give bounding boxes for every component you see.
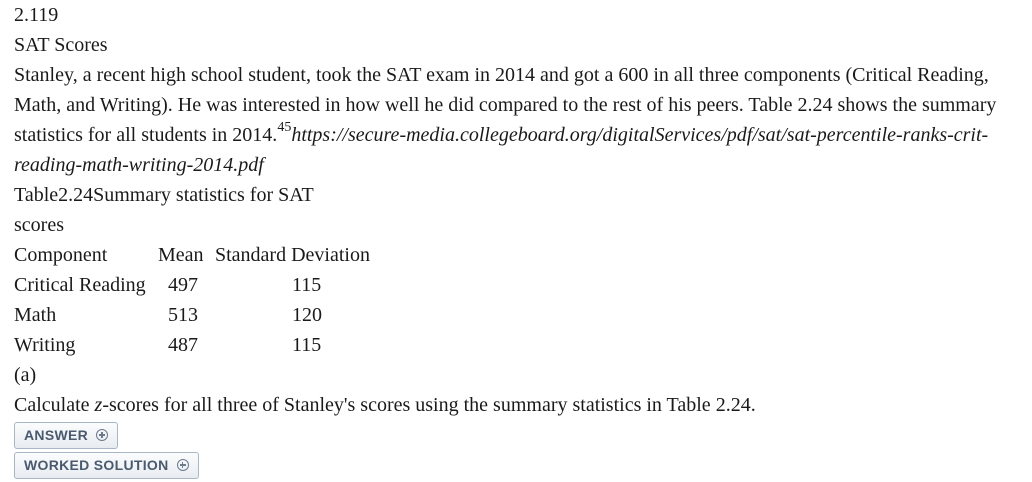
cell-component: Math (14, 304, 57, 326)
table-row (14, 300, 370, 330)
cell-component: Critical Reading (14, 274, 146, 296)
cell-mean: 487 (168, 334, 198, 356)
part-a-label: (a) (14, 364, 37, 386)
problem-number: 2.119 (14, 4, 59, 26)
summary-statistics-table (14, 240, 370, 360)
part-a-question (14, 390, 1019, 420)
worked-solution-button[interactable] (14, 452, 199, 479)
z-variable: z (94, 394, 103, 416)
header-component: Component (14, 244, 108, 266)
table-header-row (14, 240, 370, 270)
header-standard-deviation: Standard Deviation (215, 244, 370, 266)
answer-button-row (14, 420, 1019, 450)
answer-button-label: ANSWER (24, 427, 89, 443)
footnote-number: 45 (277, 120, 292, 136)
problem-content (14, 0, 1019, 480)
cell-component: Writing (14, 334, 76, 356)
problem-intro (14, 60, 1019, 180)
worked-solution-button-label: WORKED SOLUTION (24, 457, 169, 473)
question-text-end: -scores for all three of Stanley's scores using the summary statistics in Table 2.24. (102, 394, 756, 416)
cell-mean: 513 (168, 304, 198, 326)
cell-standard-deviation: 115 (292, 334, 322, 356)
worked-solution-button-row (14, 450, 1019, 480)
intro-text: Stanley, a recent high school student, took the SAT exam in 2014 and got a 600 in all three components (Critical Reading, Math, and Writing). He was interested in how well he did compared to the rest of his peers. Table 2.24 shows the summary statistics for all students in 2014. (14, 64, 997, 146)
answer-button[interactable] (14, 422, 118, 449)
question-text-start: Calculate (14, 394, 95, 416)
table-caption: Table2.24Summary statistics for SAT (14, 184, 314, 206)
plus-circle-icon (177, 459, 189, 471)
cell-mean: 497 (168, 274, 198, 296)
cell-standard-deviation: 115 (292, 274, 322, 296)
table-row (14, 330, 370, 360)
plus-circle-icon (96, 429, 108, 441)
cell-standard-deviation: 120 (292, 304, 322, 326)
table-caption-continued: scores (14, 214, 64, 236)
header-mean: Mean (158, 244, 204, 266)
problem-title: SAT Scores (14, 34, 108, 56)
table-row (14, 270, 370, 300)
footnote-url: https://secure-media.collegeboard.org/digitalServices/pdf/sat/sat-percentile-ranks-crit-reading-math-writing-2014.pdf (14, 124, 989, 176)
